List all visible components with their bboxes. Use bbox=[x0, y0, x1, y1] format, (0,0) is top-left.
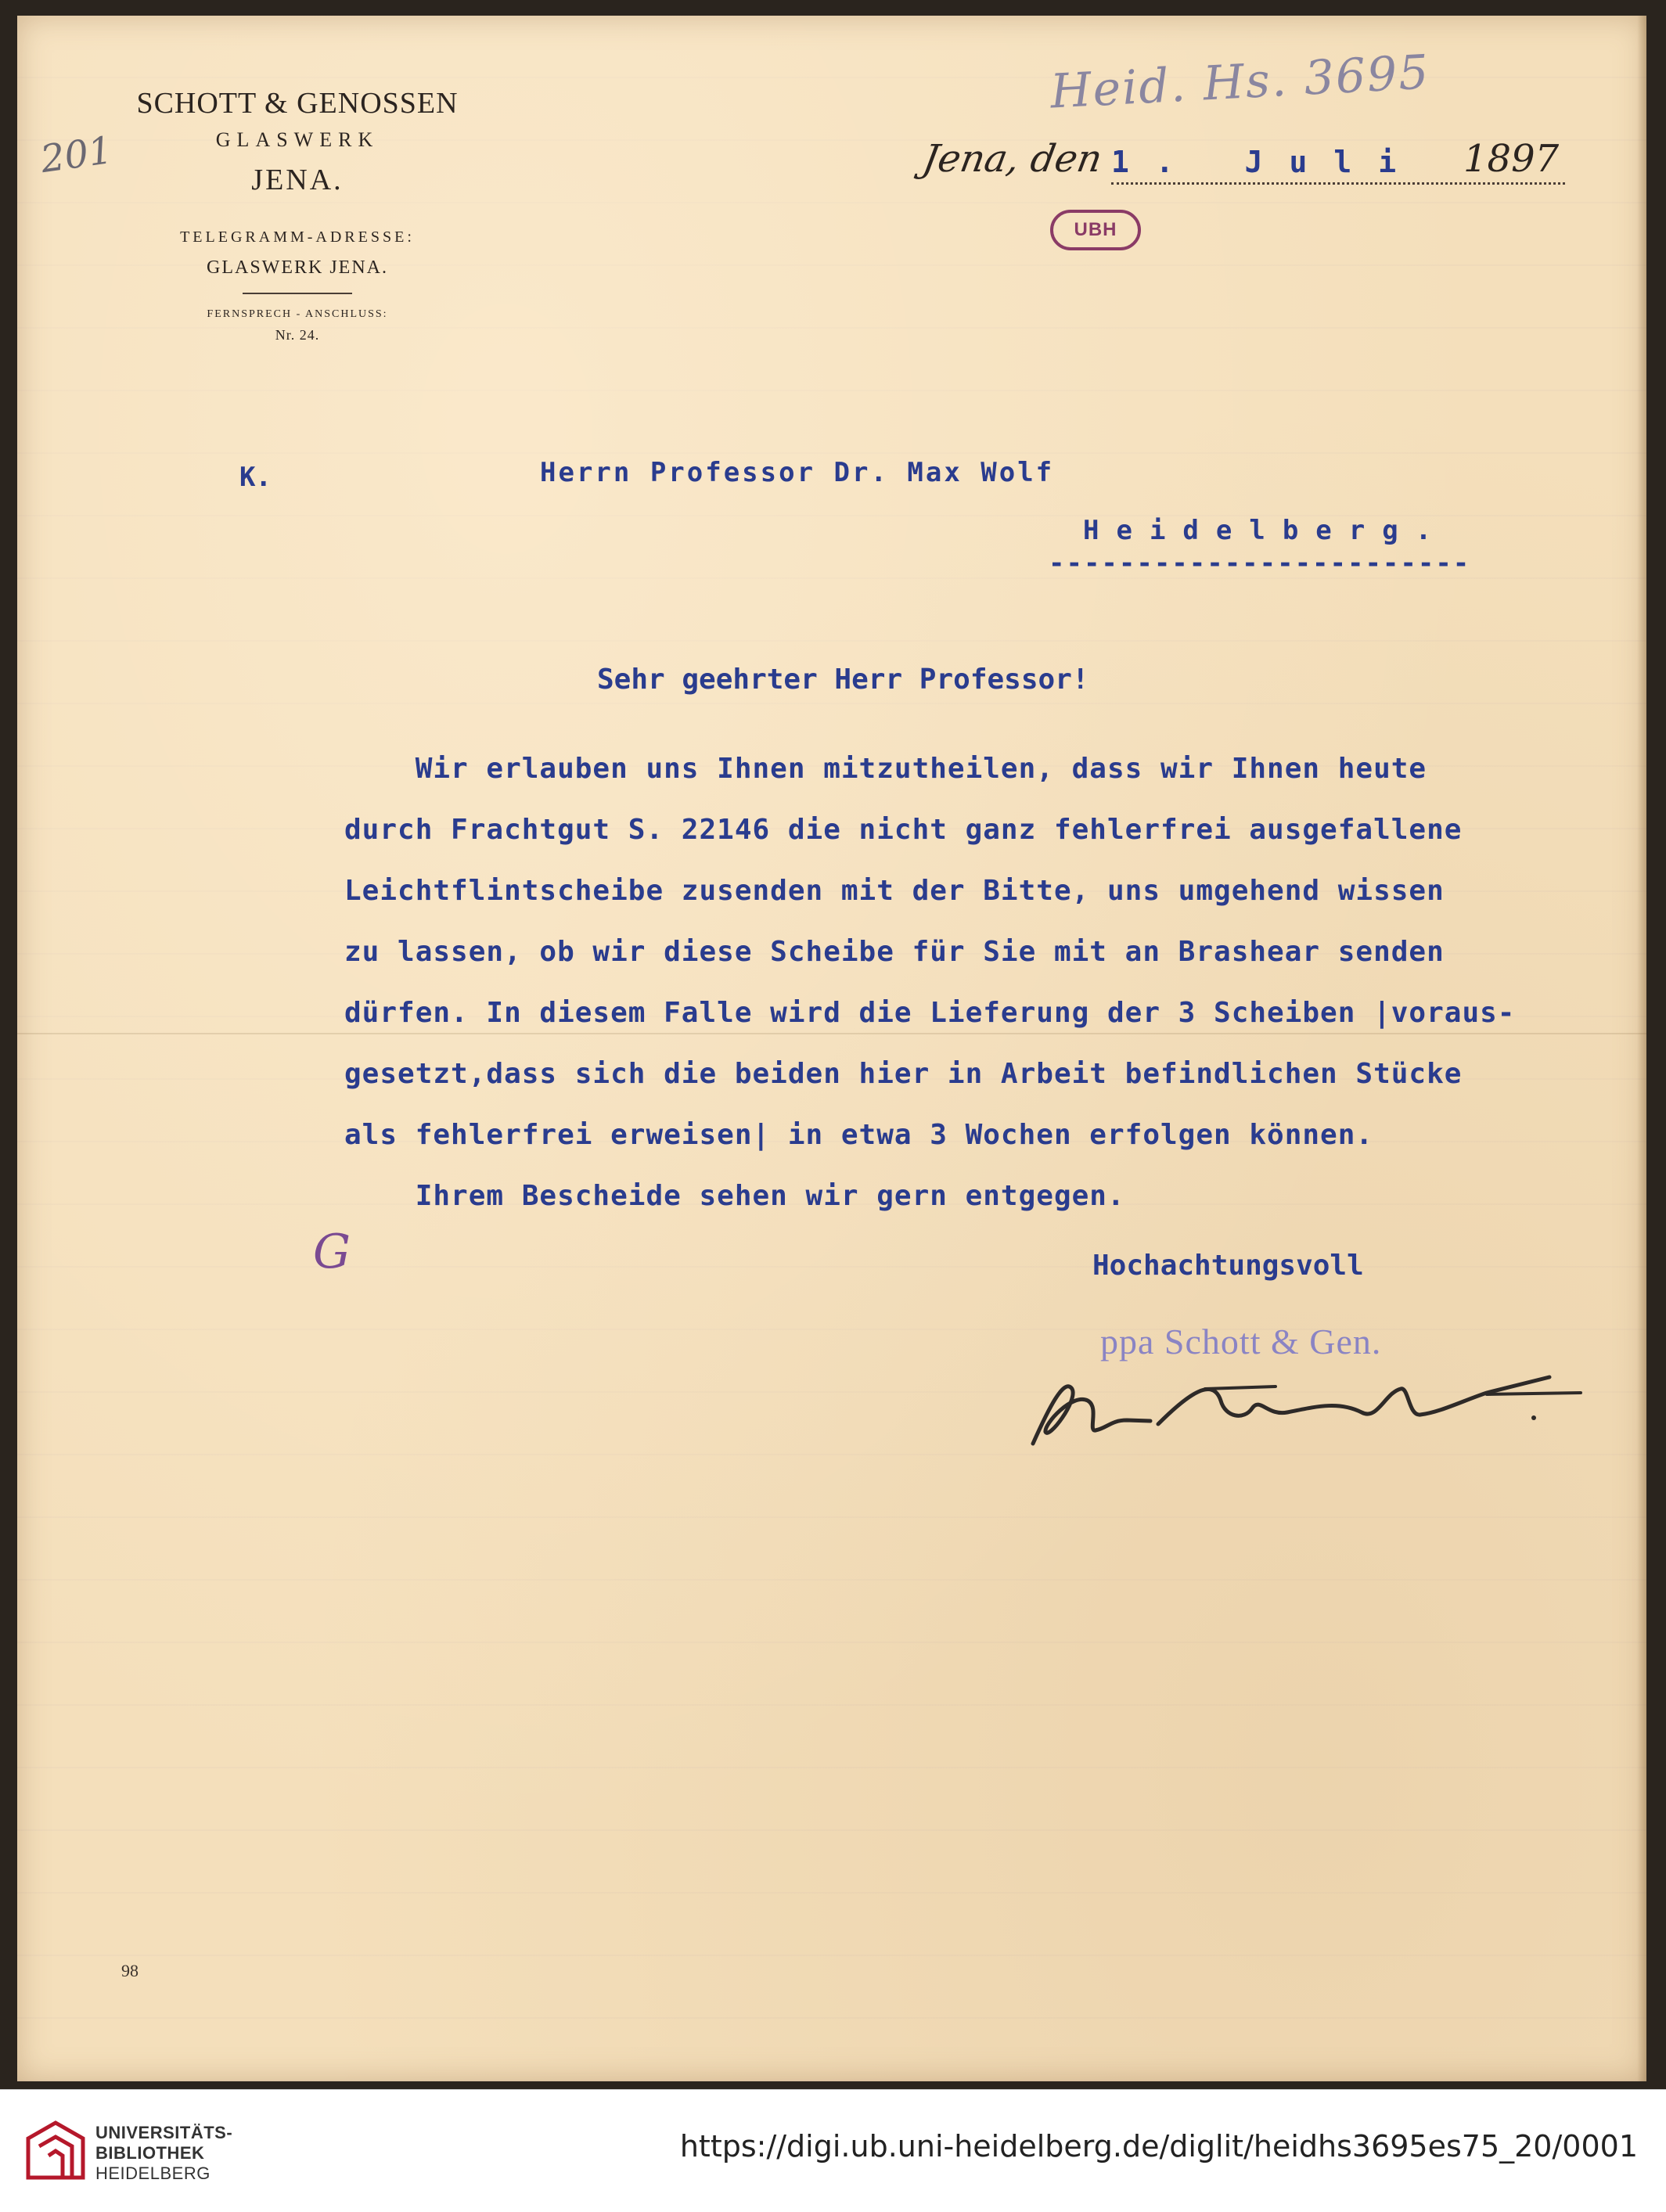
body-line: Wir erlauben uns Ihnen mitzutheilen, dass wir Ihnen heute bbox=[344, 753, 1427, 785]
date-dotted-line bbox=[1111, 182, 1565, 185]
company-subtitle: GLASWERK bbox=[215, 128, 380, 151]
shelfmark-annotation: Heid. Hs. 3695 bbox=[1049, 45, 1432, 120]
letterhead bbox=[78, 86, 516, 343]
library-logo-icon bbox=[20, 2115, 91, 2185]
company-city: JENA. bbox=[251, 164, 344, 196]
library-name-line3: HEIDELBERG bbox=[95, 2163, 210, 2183]
viewer-footer bbox=[0, 2089, 1666, 2212]
closing: Hochachtungsvoll bbox=[1092, 1250, 1364, 1282]
library-name bbox=[95, 2123, 232, 2184]
body-line: als fehlerfrei erweisen| in etwa 3 Wochen erfolgen können. bbox=[344, 1119, 1374, 1151]
library-name-line2: BIBLIOTHEK bbox=[95, 2143, 205, 2163]
letterhead-divider bbox=[243, 293, 352, 294]
signature-firm-stamp: ppa Schott & Gen. bbox=[1100, 1322, 1382, 1361]
telegram-value: GLASWERK JENA. bbox=[207, 257, 388, 278]
salutation: Sehr geehrter Herr Professor! bbox=[597, 664, 1089, 696]
library-name-line1: UNIVERSITÄTS- bbox=[95, 2123, 233, 2142]
body-line: Ihrem Bescheide sehen wir gern entgegen. bbox=[344, 1180, 1125, 1212]
telegram-label: TELEGRAMM-ADRESSE: bbox=[180, 228, 415, 246]
date-year: 1897 bbox=[1463, 137, 1560, 181]
paper-fold bbox=[17, 1033, 1646, 1034]
library-stamp: UBH bbox=[1050, 210, 1141, 250]
body-line: dürfen. In diesem Falle wird die Lieferung der 3 Scheiben |voraus- bbox=[344, 997, 1516, 1029]
date-day-month: 1. Juli bbox=[1111, 145, 1423, 179]
body-line: durch Frachtgut S. 22146 die nicht ganz fehlerfrei ausgefallene bbox=[344, 814, 1463, 846]
phone-label: FERNSPRECH - ANSCHLUSS: bbox=[207, 308, 388, 320]
pencil-folio-number: 201 bbox=[38, 128, 116, 182]
page-number: 98 bbox=[121, 1961, 139, 1980]
company-name: SCHOTT & GENOSSEN bbox=[136, 87, 459, 120]
date-place: Jena, den bbox=[919, 137, 1106, 181]
date-line bbox=[919, 137, 1573, 192]
body-line: gesetzt,dass sich die beiden hier in Arbeit befindlichen Stücke bbox=[344, 1058, 1463, 1090]
addressee-city-underline: ------------------------ bbox=[1049, 548, 1471, 579]
library-logo[interactable] bbox=[20, 2113, 263, 2192]
addressee: Herrn Professor Dr. Max Wolf bbox=[540, 457, 1055, 488]
reference-mark: K. bbox=[239, 462, 272, 493]
addressee-city: Heidelberg. bbox=[1083, 515, 1449, 546]
permalink-url[interactable]: https://digi.ub.uni-heidelberg.de/diglit/heidhs3695es75_20/0001 bbox=[679, 2129, 1638, 2163]
handwritten-signature bbox=[1017, 1346, 1596, 1463]
body-line: Leichtflintscheibe zusenden mit der Bitte, uns umgehend wissen bbox=[344, 875, 1445, 907]
body-line: zu lassen, ob wir diese Scheibe für Sie mit an Brashear senden bbox=[344, 936, 1445, 968]
paper-edge bbox=[1637, 16, 1646, 2081]
phone-value: Nr. 24. bbox=[275, 327, 320, 343]
margin-pencil-mark: G bbox=[313, 1225, 351, 1279]
